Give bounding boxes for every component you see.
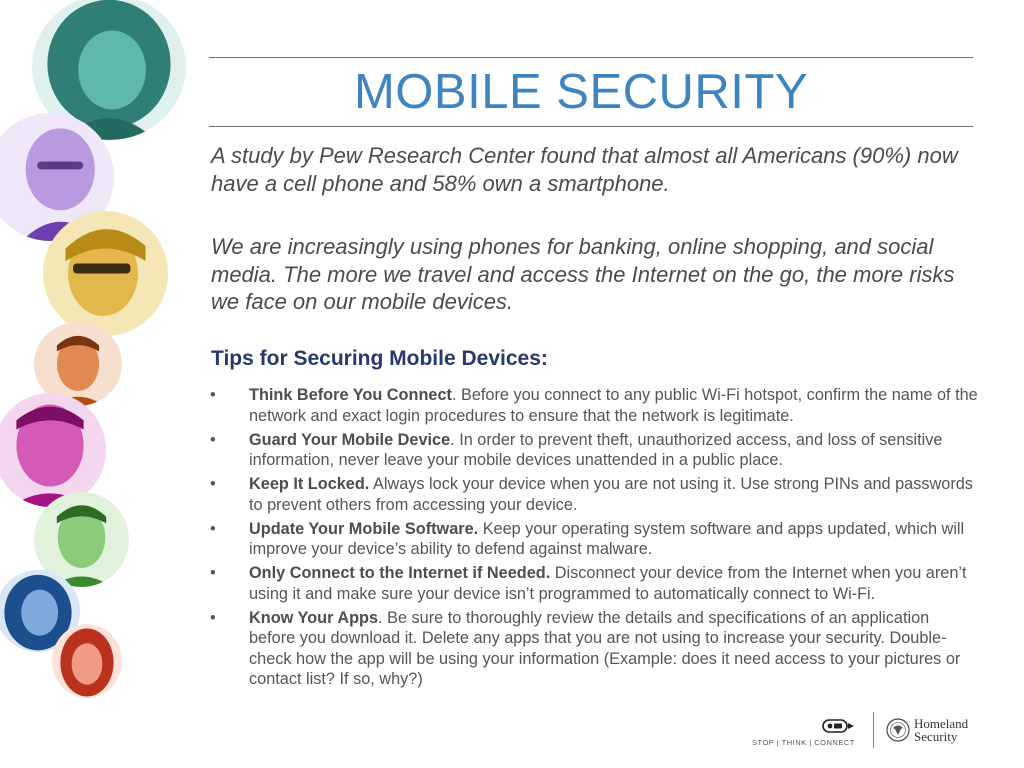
tip-title: Think Before You Connect <box>249 386 452 404</box>
intro-paragraph-pew-study: A study by Pew Research Center found that almost all Americans (90%) now have a cell phone and 58% own a smartphone. <box>211 143 958 196</box>
tip-title: Update Your Mobile Software. <box>249 519 479 538</box>
tips-heading: Tips for Securing Mobile Devices: <box>211 347 548 370</box>
tip-item <box>209 385 979 426</box>
tip-item <box>209 608 979 690</box>
bullet: • <box>210 519 216 538</box>
bullet: • <box>210 475 216 493</box>
tip-text: . Be sure to thoroughly review the details and specifications of an application before you download it. Delete any apps that you are not using to increase your security. Double-check how the app will be using your information (Example: does it need access to your pictures or contact list? If so, why?) <box>249 608 961 688</box>
stop-think-connect-label: STOP | THINK | CONNECT <box>752 738 855 747</box>
tip-text: Always lock your device when you are not using it. Use strong PINs and passwords to prevent others from accessing your device. <box>249 475 973 514</box>
tip-item <box>209 519 979 560</box>
bullet: • <box>210 564 216 582</box>
logo-divider <box>873 712 874 748</box>
tip-title: Keep It Locked. <box>249 475 370 493</box>
portrait-woman-red <box>52 624 122 698</box>
tip-item <box>209 474 979 515</box>
intro-paragraph-risks: We are increasingly using phones for banking, online shopping, and social media. The more we travel and access the Internet on the go, the more risks we face on our mobile devices. <box>211 234 955 314</box>
top-rule <box>209 57 973 58</box>
tip-title: Only Connect to the Internet if Needed. <box>249 564 551 582</box>
page-title: MOBILE SECURITY <box>353 65 809 119</box>
portrait-woman-gold <box>43 211 168 336</box>
bottom-rule <box>209 126 973 127</box>
tip-item <box>209 430 979 471</box>
footer-logos <box>752 716 982 756</box>
bullet: • <box>210 386 216 404</box>
homeland-security-wordmark <box>914 718 968 743</box>
bullet: • <box>210 430 216 449</box>
bullet: • <box>210 608 216 627</box>
tip-item <box>209 563 979 604</box>
tip-text: . In order to prevent theft, unauthorized access, and loss of sensitive information, never leave your mobile devices unattended in a public place. <box>249 430 943 469</box>
tip-title: Know Your Apps <box>249 608 379 627</box>
tip-text: . Before you connect to any public Wi-Fi hotspot, confirm the name of the network and exact login procedures to ensure that the network is legitimate. <box>249 386 978 425</box>
portrait-man-magenta <box>0 393 106 507</box>
stop-think-connect-logo-icon <box>822 719 856 733</box>
tip-text: Disconnect your device from the Internet when you aren’t using it and make sure your device isn’t programmed to automatically connect to Wi-Fi. <box>249 564 967 603</box>
tips-list <box>209 385 979 693</box>
homeland-word: Homeland <box>914 716 969 731</box>
dhs-seal-icon <box>886 718 910 742</box>
security-word: Security <box>914 728 958 744</box>
tip-text: Keep your operating system software and apps updated, which will improve your device’s ability to defend against malware. <box>249 519 965 558</box>
tip-title: Guard Your Mobile Device <box>249 430 451 449</box>
